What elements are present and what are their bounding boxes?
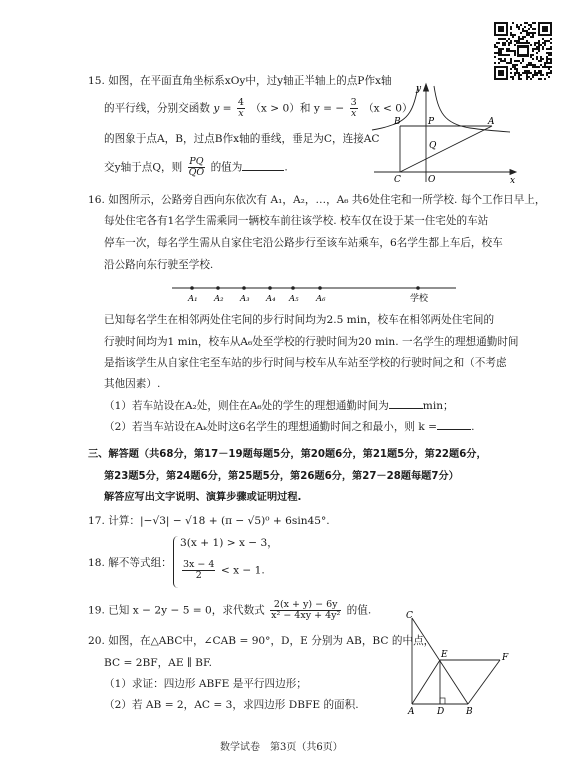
section3-line2: 第23题5分，第24题6分，第25题5分，第26题6分，第27－28题每题7分） bbox=[104, 471, 459, 482]
q19-text-a: 19. 已知 x − 2y − 5 = 0，求代数式 bbox=[88, 604, 265, 617]
qr-code-image bbox=[494, 22, 552, 80]
q16-part1-unit: min； bbox=[422, 400, 454, 412]
q15-y-arrow bbox=[424, 84, 429, 91]
q15-line1: 15. 如图，在平面直角坐标系xOy中，过y轴正半轴上的点P作x轴 bbox=[88, 75, 392, 87]
q19-line bbox=[88, 600, 371, 621]
q18-ineq2-fraction bbox=[182, 560, 215, 581]
q16-label-a5: A₅ bbox=[289, 294, 299, 304]
q20-line-ae bbox=[412, 660, 440, 704]
q15-ratio-num: PQ bbox=[189, 156, 204, 167]
q16-part2-blank[interactable] bbox=[437, 419, 471, 430]
q15-x-arrow bbox=[510, 170, 516, 175]
q20-label-a: A bbox=[408, 707, 415, 717]
q16-point-a4 bbox=[268, 286, 272, 290]
q15-label-q: Q bbox=[429, 141, 437, 151]
q16-line1: 16. 如图所示，公路旁自西向东依次有 A₁，A₂，…，A₆ 共6处住宅和一所学校. 每个工作日早上， bbox=[88, 194, 546, 206]
q16-line5: 已知每名学生在相邻两处住宅间的步行时间均为2.5 min，校车在相邻两处住宅间的 bbox=[104, 314, 495, 326]
q19-expr-num: 2(x + y) − 6y bbox=[270, 600, 341, 611]
q15-ratio-fraction bbox=[188, 157, 206, 178]
q16-point-a6 bbox=[318, 286, 322, 290]
q20-label-d: D bbox=[437, 707, 445, 717]
q15-line2 bbox=[104, 98, 413, 119]
q20-part2: （2）若 AB = 2，AC = 3，求四边形 DBFE 的面积. bbox=[104, 699, 359, 711]
q20-label-f: F bbox=[502, 653, 509, 663]
q16-line2: 每处住宅各有1名学生需乘同一辆校车前往该学校. 校车仅在设于某一住宅处的车站 bbox=[104, 215, 489, 227]
q16-label-a2: A₂ bbox=[214, 294, 224, 304]
q15-label-p: P bbox=[428, 117, 435, 127]
q18-label: 18. 解不等式组： bbox=[88, 557, 172, 569]
q16-line4: 沿公路向东行驶至学校. bbox=[104, 259, 214, 271]
q15-line4 bbox=[104, 157, 288, 178]
q15-label-a: A bbox=[488, 117, 495, 127]
section3-line1: 三、解答题（共68分，第17－19题每题5分，第20题6分，第21题5分，第22题6分， bbox=[88, 449, 487, 460]
q15-line3: 的图象于点A，B，过点B作x轴的垂线，垂足为C，连接AC bbox=[104, 133, 380, 145]
q15-line4-end: . bbox=[284, 161, 288, 174]
q15-f2-cond: （x < 0） bbox=[363, 102, 413, 115]
q20-label-e: E bbox=[441, 650, 448, 660]
q16-label-a3: A₃ bbox=[240, 294, 250, 304]
q16-point-a5 bbox=[291, 286, 295, 290]
q16-point-a2 bbox=[216, 286, 220, 290]
q15-figure bbox=[370, 82, 518, 186]
q16-label-a4: A₄ bbox=[266, 294, 276, 304]
q20-label-c: C bbox=[406, 611, 413, 621]
q18-ineq2-rest: < x − 1. bbox=[220, 564, 265, 577]
q15-f2-fraction bbox=[350, 98, 358, 119]
q15-f1-num: 4 bbox=[237, 97, 244, 108]
q20-part1: （1）求证：四边形 ABFE 是平行四边形； bbox=[104, 678, 307, 690]
q16-label-school: 学校 bbox=[410, 294, 429, 304]
q15-f2-den: x bbox=[351, 108, 357, 119]
q15-f1-fraction bbox=[237, 98, 245, 119]
q16-part1-text: （1）若车站设在A₂处，则住在A₆处的学生的理想通勤时间为 bbox=[104, 400, 389, 412]
q16-part2-end: . bbox=[471, 421, 475, 433]
q16-part2 bbox=[104, 419, 474, 434]
q18-ineq2-num: 3x − 4 bbox=[183, 559, 215, 570]
q16-road-figure bbox=[170, 282, 460, 308]
q15-label-o: O bbox=[428, 175, 436, 185]
q15-label-c: C bbox=[394, 175, 401, 185]
q16-line8: 其他因素）. bbox=[104, 378, 161, 390]
q16-line3: 停车一次，每名学生需从自家住宅沿公路步行至该车站乘车，6名学生都上车后，校车 bbox=[104, 237, 503, 249]
q15-ratio-den: QO bbox=[188, 167, 205, 178]
q19-expr-fraction bbox=[270, 600, 341, 621]
q15-y-label: y bbox=[416, 84, 422, 94]
q15-line2-text: 的平行线，分别交函数 bbox=[104, 102, 210, 115]
q18-brace bbox=[173, 536, 178, 588]
page-footer: 数学试卷 第3页（共6页） bbox=[220, 742, 343, 753]
q15-f2-num: 3 bbox=[350, 97, 357, 108]
q16-point-a1 bbox=[190, 286, 194, 290]
q15-label-b: B bbox=[394, 117, 401, 127]
q16-point-a3 bbox=[242, 286, 246, 290]
q15-f1-den: x bbox=[238, 108, 244, 119]
q15-f1-cond: （x > 0）和 y = − bbox=[250, 102, 345, 115]
q20-right-angle-mark bbox=[440, 698, 445, 704]
q15-line4-text: 交y轴于点Q，则 bbox=[104, 161, 183, 174]
q16-label-a6: A₆ bbox=[316, 294, 326, 304]
q16-part1-blank[interactable] bbox=[389, 398, 423, 409]
q19-text-b: 的值. bbox=[346, 604, 372, 617]
q15-f1-lhs: y = bbox=[213, 102, 232, 115]
q20-line1: 20. 如图，在△ABC中，∠CAB = 90°，D，E 分别为 AB，BC 的中点， bbox=[88, 635, 435, 647]
q20-figure bbox=[400, 608, 512, 718]
q16-point-school bbox=[416, 286, 420, 290]
q20-line2: BC = 2BF，AE ∥ BF. bbox=[104, 657, 213, 669]
q16-label-a1: A₁ bbox=[188, 294, 198, 304]
q18-ineq2 bbox=[180, 560, 265, 581]
q16-part1 bbox=[104, 398, 454, 413]
q19-expr-den: x² − 4xy + 4y² bbox=[271, 610, 341, 621]
q20-line-bf bbox=[468, 660, 500, 704]
q16-line7: 是指该学生从自家住宅至车站的步行时间与校车从车站至学校的行驶时间之和（不考虑 bbox=[104, 357, 507, 369]
q15-line4-tail: 的值为 bbox=[210, 161, 243, 174]
q15-line-ac bbox=[400, 126, 492, 172]
q17-text: 17. 计算：|−√3| − √18 + (π − √5)⁰ + 6sin45°. bbox=[88, 515, 330, 527]
q18-ineq2-den: 2 bbox=[195, 570, 202, 581]
section3-line3: 解答应写出文字说明、演算步骤或证明过程. bbox=[104, 492, 302, 503]
q18-ineq1: 3(x + 1) > x − 3， bbox=[180, 537, 278, 549]
q15-curve-right bbox=[434, 86, 510, 132]
q16-part2-text: （2）若当车站设在Aₖ处时这6名学生的理想通勤时间之和最小，则 k = bbox=[104, 421, 438, 433]
q16-line6: 行驶时间均为1 min，校车从A₆处至学校的行驶时间为20 min. 一名学生的理想通勤时间 bbox=[104, 336, 519, 348]
q15-x-label: x bbox=[510, 176, 516, 186]
q15-answer-blank[interactable] bbox=[242, 160, 284, 171]
q20-label-b: B bbox=[466, 707, 473, 717]
